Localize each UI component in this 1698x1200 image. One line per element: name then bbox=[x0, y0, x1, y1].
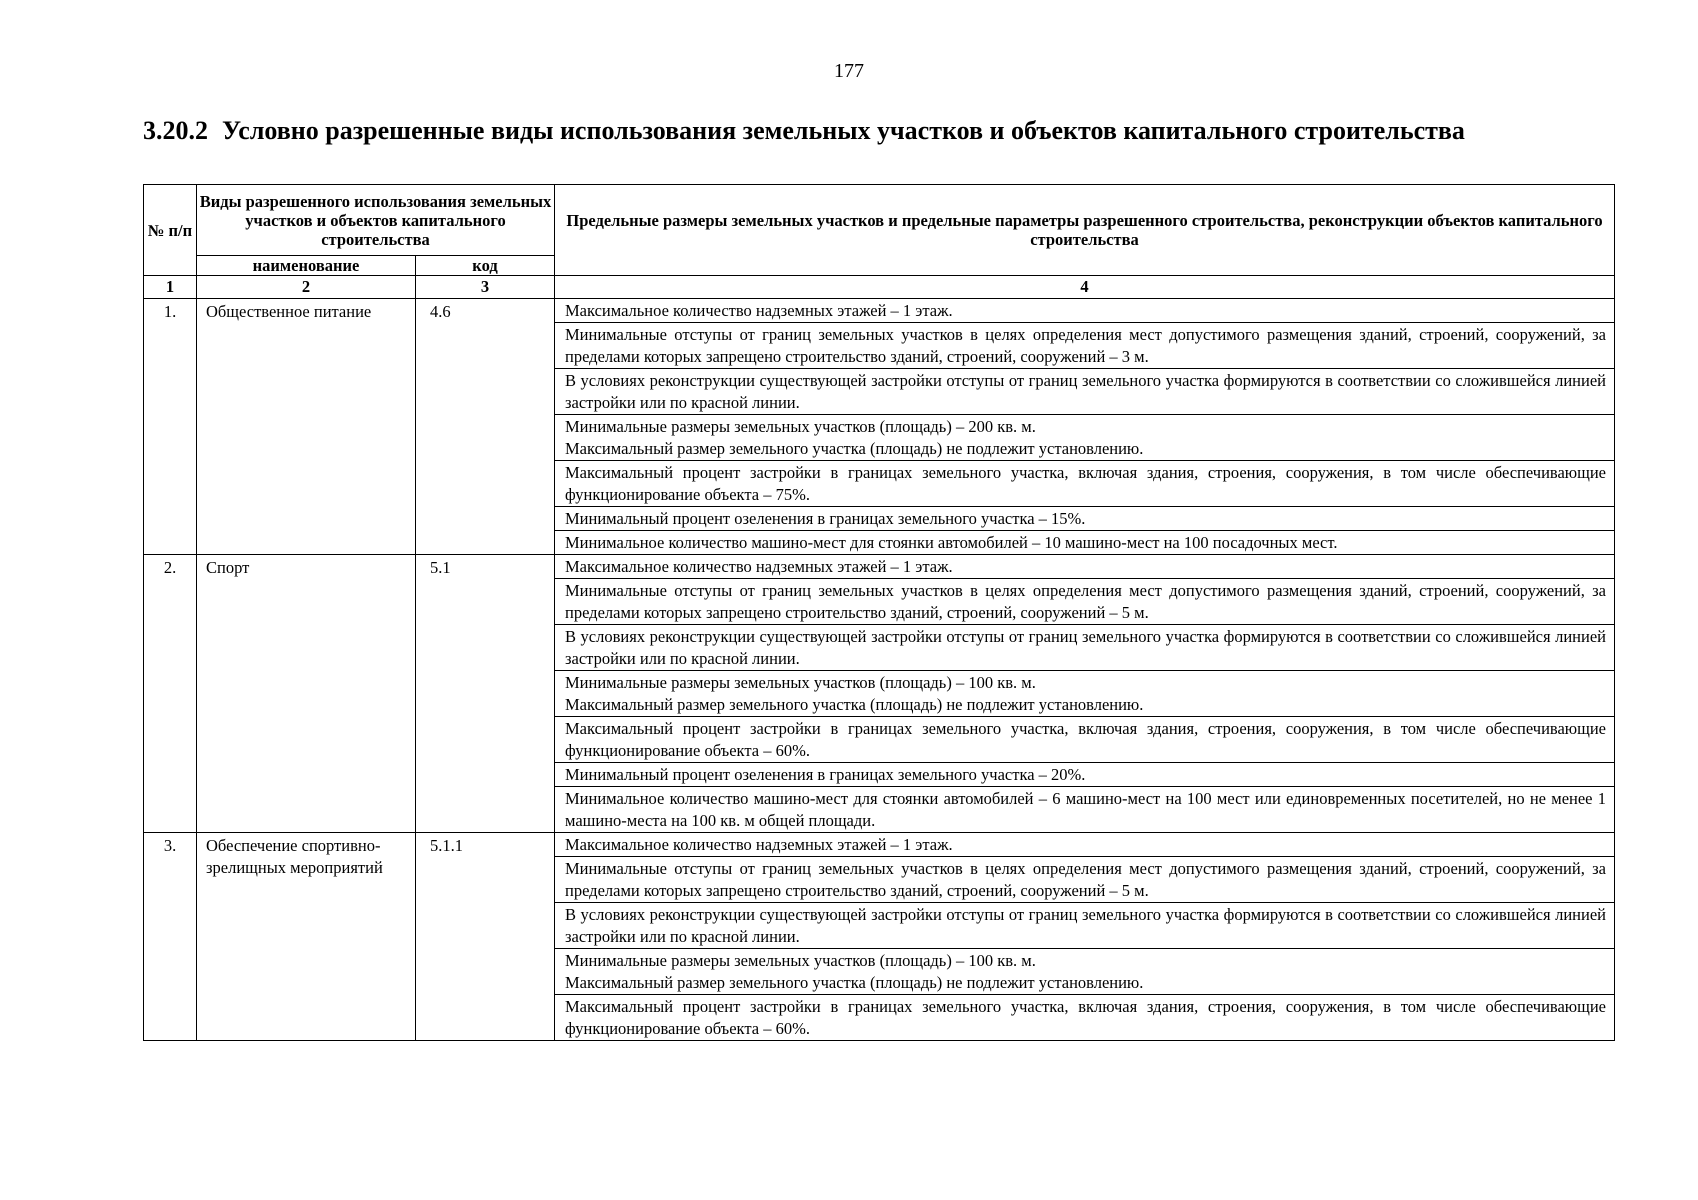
parameter-cell bbox=[555, 299, 1615, 323]
parameter-text: Максимальный размер земельного участка (площадь) не подлежит установлению. bbox=[565, 695, 1144, 714]
parameter-text: Минимальные отступы от границ земельных участков в целях определения мест допустимого размещения зданий, строений, сооружений, за пределами которых запрещено строительство зданий, строений, сооружений – 3 м. bbox=[565, 325, 1606, 366]
column-number: 4 bbox=[555, 276, 1615, 299]
parameter-cell bbox=[555, 671, 1615, 717]
parameter-text: В условиях реконструкции существующей застройки отступы от границ земельного участка формируются в соответствии со сложившейся линией застройки или по красной линии. bbox=[565, 905, 1606, 946]
use-type-code: 5.1.1 bbox=[416, 833, 555, 1041]
section-heading bbox=[143, 116, 1623, 146]
parameter-text: Минимальные отступы от границ земельных участков в целях определения мест допустимого размещения зданий, строений, сооружений, за пределами которых запрещено строительство зданий, строений, сооружений – 5 м. bbox=[565, 859, 1606, 900]
section-title: Условно разрешенные виды использования земельных участков и объектов капитального строительства bbox=[222, 116, 1465, 145]
parameter-cell bbox=[555, 323, 1615, 369]
parameter-cell bbox=[555, 531, 1615, 555]
column-number: 2 bbox=[197, 276, 416, 299]
parameter-cell bbox=[555, 579, 1615, 625]
regulations-table bbox=[143, 184, 1615, 1041]
parameter-cell bbox=[555, 415, 1615, 461]
parameter-cell bbox=[555, 995, 1615, 1041]
row-number: 1. bbox=[144, 299, 197, 555]
table-row bbox=[144, 833, 1615, 857]
parameter-text: Максимальное количество надземных этажей – 1 этаж. bbox=[565, 835, 953, 854]
parameter-text: Минимальное количество машино-мест для стоянки автомобилей – 10 машино-мест на 100 посадочных мест. bbox=[565, 533, 1338, 552]
parameter-text: Минимальные отступы от границ земельных участков в целях определения мест допустимого размещения зданий, строений, сооружений, за пределами которых запрещено строительство зданий, строений, сооружений – 5 м. bbox=[565, 581, 1606, 622]
parameter-text: Максимальный процент застройки в границах земельного участка, включая здания, строения, сооружения, в том числе обеспечивающие функционирование объекта – 75%. bbox=[565, 463, 1606, 504]
section-number: 3.20.2 bbox=[143, 116, 208, 145]
parameter-text: В условиях реконструкции существующей застройки отступы от границ земельного участка формируются в соответствии со сложившейся линией застройки или по красной линии. bbox=[565, 371, 1606, 412]
parameter-cell bbox=[555, 763, 1615, 787]
parameter-text: Минимальный процент озеленения в границах земельного участка – 20%. bbox=[565, 765, 1086, 784]
parameter-text: Максимальное количество надземных этажей – 1 этаж. bbox=[565, 557, 953, 576]
use-type-name: Обеспечение спортивно-зрелищных мероприятий bbox=[197, 833, 416, 1041]
table-row bbox=[144, 299, 1615, 323]
column-number: 1 bbox=[144, 276, 197, 299]
use-type-name: Общественное питание bbox=[197, 299, 416, 555]
use-type-name: Спорт bbox=[197, 555, 416, 833]
row-number: 2. bbox=[144, 555, 197, 833]
parameter-text: Минимальные размеры земельных участков (площадь) – 200 кв. м. bbox=[565, 417, 1036, 436]
parameter-cell bbox=[555, 369, 1615, 415]
column-numbers-row bbox=[144, 276, 1615, 299]
parameter-cell bbox=[555, 787, 1615, 833]
table-body bbox=[144, 276, 1615, 1041]
parameter-text: Максимальный размер земельного участка (площадь) не подлежит установлению. bbox=[565, 439, 1144, 458]
parameter-cell bbox=[555, 461, 1615, 507]
use-type-code: 4.6 bbox=[416, 299, 555, 555]
header-number: № п/п bbox=[144, 185, 197, 276]
parameter-cell bbox=[555, 833, 1615, 857]
parameter-text: Максимальный процент застройки в границах земельного участка, включая здания, строения, сооружения, в том числе обеспечивающие функционирование объекта – 60%. bbox=[565, 719, 1606, 760]
parameter-text: Максимальное количество надземных этажей – 1 этаж. bbox=[565, 301, 953, 320]
parameter-text: Максимальный размер земельного участка (площадь) не подлежит установлению. bbox=[565, 973, 1144, 992]
row-number: 3. bbox=[144, 833, 197, 1041]
header-use-types: Виды разрешенного использования земельных участков и объектов капитального строительства bbox=[197, 185, 555, 256]
parameter-cell bbox=[555, 625, 1615, 671]
parameter-text: Минимальный процент озеленения в границах земельного участка – 15%. bbox=[565, 509, 1086, 528]
parameter-text: В условиях реконструкции существующей застройки отступы от границ земельного участка формируются в соответствии со сложившейся линией застройки или по красной линии. bbox=[565, 627, 1606, 668]
use-type-code: 5.1 bbox=[416, 555, 555, 833]
column-number: 3 bbox=[416, 276, 555, 299]
parameter-text: Максимальный процент застройки в границах земельного участка, включая здания, строения, сооружения, в том числе обеспечивающие функционирование объекта – 60%. bbox=[565, 997, 1606, 1038]
parameter-cell bbox=[555, 507, 1615, 531]
header-limits: Предельные размеры земельных участков и предельные параметры разрешенного строительства, реконструкции объектов капитального строительства bbox=[555, 185, 1615, 276]
parameter-text: Минимальные размеры земельных участков (площадь) – 100 кв. м. bbox=[565, 673, 1036, 692]
page-number: 177 bbox=[834, 60, 864, 82]
parameter-cell bbox=[555, 555, 1615, 579]
parameter-cell bbox=[555, 903, 1615, 949]
parameter-cell bbox=[555, 949, 1615, 995]
header-code: код bbox=[416, 256, 555, 276]
parameter-text: Минимальные размеры земельных участков (площадь) – 100 кв. м. bbox=[565, 951, 1036, 970]
parameter-cell bbox=[555, 717, 1615, 763]
table-row bbox=[144, 555, 1615, 579]
header-name: наименование bbox=[197, 256, 416, 276]
parameter-text: Минимальное количество машино-мест для стоянки автомобилей – 6 машино-мест на 100 мест или единовременных посетителей, но не менее 1 машино-места на 100 кв. м общей площади. bbox=[565, 789, 1606, 830]
parameter-cell bbox=[555, 857, 1615, 903]
